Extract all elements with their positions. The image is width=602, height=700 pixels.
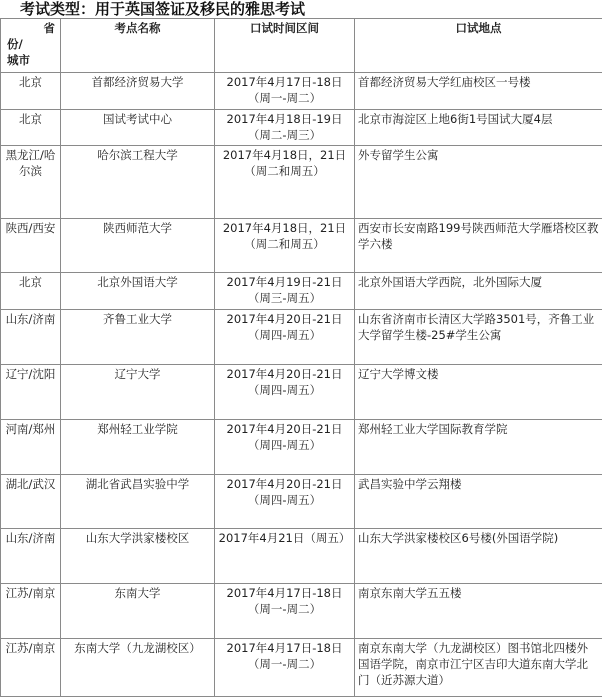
header-venue: 考点名称 xyxy=(61,19,215,73)
location-cell: 西安市长安南路199号陕西师范大学雁塔校区教学六楼 xyxy=(355,219,602,273)
table-row xyxy=(1,146,602,219)
venue-cell: 齐鲁工业大学 xyxy=(61,310,215,365)
venue-cell: 山东大学洪家楼校区 xyxy=(61,529,215,584)
table-row xyxy=(1,365,602,420)
table-row xyxy=(1,273,602,310)
header-city: 省 份/ 城市 xyxy=(1,19,61,73)
dates-cell: 2017年4月18日，21日（周二和周五） xyxy=(215,219,355,273)
city-cell: 北京 xyxy=(1,273,61,310)
dates-cell: 2017年4月17日-18日（周一-周二） xyxy=(215,584,355,639)
location-cell: 郑州轻工业大学国际教育学院 xyxy=(355,420,602,475)
header-location: 口试地点 xyxy=(355,19,602,73)
location-cell: 武昌实验中学云翔楼 xyxy=(355,475,602,529)
dates-cell: 2017年4月17日-18日（周一-周二） xyxy=(215,73,355,110)
table-row xyxy=(1,73,602,110)
header-dates: 口试时间区间 xyxy=(215,19,355,73)
venue-cell: 陕西师范大学 xyxy=(61,219,215,273)
exam-schedule-table xyxy=(0,18,602,697)
venue-cell: 湖北省武昌实验中学 xyxy=(61,475,215,529)
location-cell: 北京外国语大学西院，北外国际大厦 xyxy=(355,273,602,310)
table-row xyxy=(1,310,602,365)
table-row xyxy=(1,219,602,273)
table-row xyxy=(1,584,602,639)
city-cell: 湖北/武汉 xyxy=(1,475,61,529)
dates-cell: 2017年4月18日，21日（周二和周五） xyxy=(215,146,355,219)
table-header-row xyxy=(1,19,602,73)
venue-cell: 郑州轻工业学院 xyxy=(61,420,215,475)
dates-cell: 2017年4月20日-21日（周四-周五） xyxy=(215,420,355,475)
table-row xyxy=(1,639,602,697)
table-row xyxy=(1,529,602,584)
city-cell: 江苏/南京 xyxy=(1,639,61,697)
location-cell: 辽宁大学博文楼 xyxy=(355,365,602,420)
table-body xyxy=(1,73,602,697)
location-cell: 南京东南大学五五楼 xyxy=(355,584,602,639)
dates-cell: 2017年4月19日-21日（周三-周五） xyxy=(215,273,355,310)
dates-cell: 2017年4月17日-18日（周一-周二） xyxy=(215,639,355,697)
location-cell: 首都经济贸易大学红庙校区一号楼 xyxy=(355,73,602,110)
location-cell: 山东大学洪家楼校区6号楼(外国语学院) xyxy=(355,529,602,584)
city-cell: 山东/济南 xyxy=(1,529,61,584)
location-cell: 南京东南大学（九龙湖校区）图书馆北四楼外国语学院，南京市江宁区吉印大道东南大学北门（近苏源大道） xyxy=(355,639,602,697)
venue-cell: 首都经济贸易大学 xyxy=(61,73,215,110)
venue-cell: 东南大学（九龙湖校区） xyxy=(61,639,215,697)
table-row xyxy=(1,475,602,529)
city-cell: 山东/济南 xyxy=(1,310,61,365)
dates-cell: 2017年4月20日-21日（周四-周五） xyxy=(215,475,355,529)
city-cell: 陕西/西安 xyxy=(1,219,61,273)
city-cell: 北京 xyxy=(1,110,61,146)
dates-cell: 2017年4月18日-19日（周二-周三） xyxy=(215,110,355,146)
venue-cell: 哈尔滨工程大学 xyxy=(61,146,215,219)
table-row xyxy=(1,110,602,146)
table-row xyxy=(1,420,602,475)
city-cell: 北京 xyxy=(1,73,61,110)
venue-cell: 东南大学 xyxy=(61,584,215,639)
dates-cell: 2017年4月21日（周五） xyxy=(215,529,355,584)
city-cell: 黑龙江/哈尔滨 xyxy=(1,146,61,219)
venue-cell: 国试考试中心 xyxy=(61,110,215,146)
venue-cell: 北京外国语大学 xyxy=(61,273,215,310)
city-cell: 江苏/南京 xyxy=(1,584,61,639)
location-cell: 北京市海淀区上地6街1号国试大厦4层 xyxy=(355,110,602,146)
city-cell: 辽宁/沈阳 xyxy=(1,365,61,420)
document-title: 考试类型：用于英国签证及移民的雅思考试 xyxy=(20,0,306,18)
location-cell: 外专留学生公寓 xyxy=(355,146,602,219)
dates-cell: 2017年4月20日-21日（周四-周五） xyxy=(215,310,355,365)
dates-cell: 2017年4月20日-21日（周四-周五） xyxy=(215,365,355,420)
city-cell: 河南/郑州 xyxy=(1,420,61,475)
location-cell: 山东省济南市长清区大学路3501号，齐鲁工业大学留学生楼-25#学生公寓 xyxy=(355,310,602,365)
venue-cell: 辽宁大学 xyxy=(61,365,215,420)
